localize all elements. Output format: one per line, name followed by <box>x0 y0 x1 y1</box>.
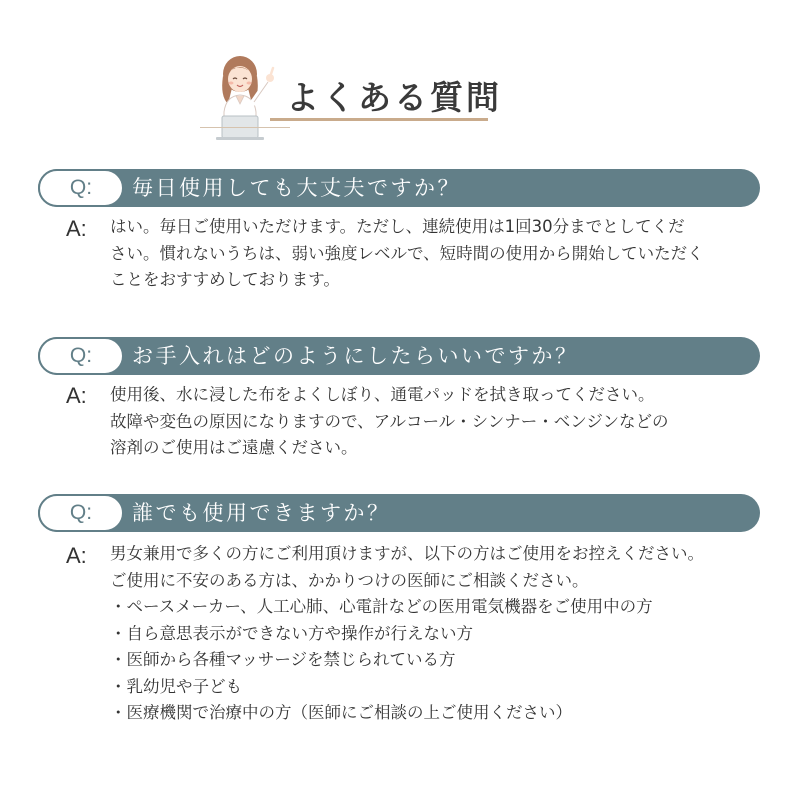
page-title: よくある質問 <box>286 78 502 117</box>
question-text: 毎日使用しても大丈夫ですか？ <box>132 176 461 200</box>
answer-line: 使用後、水に浸した布をよくしぼり、通電パッドを拭き取ってください。 <box>110 385 655 404</box>
question-bar <box>38 169 760 207</box>
woman-with-laptop-illustration <box>210 52 290 142</box>
answer-line: 溶剤のご使用はご遠慮ください。 <box>110 438 358 457</box>
answer-line: ことをおすすめしております。 <box>110 270 340 289</box>
question-bar <box>38 494 760 532</box>
answer-bullet: ・ペースメーカー、人工心肺、心電計などの医用電気機器をご使用中の方 <box>110 597 653 616</box>
answer-line: はい。毎日ご使用いただけます。ただし、連続使用は1回30分までとしてくだ <box>110 217 685 236</box>
question-text: 誰でも使用できますか？ <box>132 501 391 525</box>
answer-bullet: ・自ら意思表示ができない方や操作が行えない方 <box>110 623 473 643</box>
answer-bullet: ・乳幼児や子ども <box>110 676 242 696</box>
answer-text <box>110 214 760 294</box>
question-label: Q: <box>38 337 124 375</box>
answer-line: ご使用に不安のある方は、かかりつけの医師にご相談ください。 <box>110 570 589 590</box>
question-label: Q: <box>38 494 124 532</box>
answer-line: 故障や変色の原因になりますので、アルコール・シンナー・ベンジンなどの <box>110 411 669 431</box>
answer-text <box>110 382 760 462</box>
answer-label: A: <box>66 543 87 568</box>
answer-line: 男女兼用で多くの方にご利用頂けますが、以下の方はご使用をお控えください。 <box>110 544 704 563</box>
title-underline <box>270 118 488 121</box>
title-underline-thin <box>200 127 290 128</box>
question-bar <box>38 337 760 375</box>
page-header <box>0 0 800 140</box>
answer-label: A: <box>66 216 87 241</box>
question-text: お手入れはどのようにしたらいいですか？ <box>132 344 579 368</box>
answer-text <box>110 541 760 727</box>
answer-line: さい。慣れないうちは、弱い強度レベルで、短時間の使用から開始していただく <box>110 243 704 263</box>
answer-bullet: ・医師から各種マッサージを禁じられている方 <box>110 650 456 669</box>
question-label: Q: <box>38 169 124 207</box>
answer-label: A: <box>66 383 87 408</box>
answer-bullet: ・医療機関で治療中の方（医師にご相談の上ご使用ください） <box>110 703 572 722</box>
